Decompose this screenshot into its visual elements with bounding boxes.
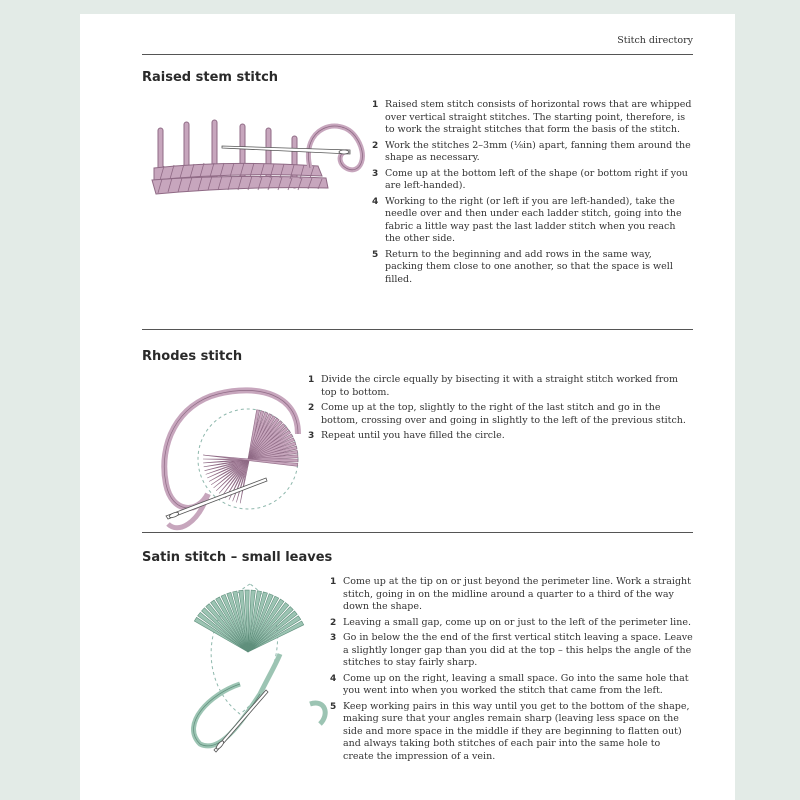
step: [372, 196, 692, 246]
step: [330, 632, 693, 670]
step-number: 1: [308, 375, 315, 385]
step-text: Come up at the top, slightly to the right of the last stitch and go in the bottom, crossing over and going in slightly to the left of the previous stitch.: [321, 402, 686, 426]
section-divider: [142, 532, 693, 533]
step-number: 2: [308, 403, 315, 413]
section-title-satin-leaves: Satin stitch – small leaves: [142, 550, 333, 565]
header-rule: [142, 54, 693, 55]
section-title-raised-stem: Raised stem stitch: [142, 70, 279, 85]
step: [372, 140, 692, 165]
step: [372, 99, 692, 137]
step-number: 4: [330, 673, 337, 684]
step: [308, 402, 693, 427]
step: [372, 249, 692, 287]
step: [330, 576, 693, 614]
rhodes-stitch-illustration: [148, 374, 318, 544]
step-text: Keep working pairs in this way until you get to the bottom of the shape, making sure that your angles remain sharp (leaving less space on the side and more space in the middle if they are beginning to flatten out) and always taking both stitches of each pair into the same hole to create the impression of a vein.: [343, 700, 690, 762]
step-number: 3: [372, 168, 379, 179]
step-number: 5: [372, 249, 379, 260]
step: [308, 430, 693, 443]
step-text: Come up at the tip on or just beyond the perimeter line. Work a straight stitch, going in on the midline around a quarter to a third of the way down the shape.: [343, 576, 691, 612]
step-text: Come up at the bottom left of the shape (or bottom right if you are left-handed).: [385, 167, 688, 191]
step: [330, 701, 693, 764]
step: [308, 374, 693, 399]
raised-stem-steps: [372, 99, 692, 289]
step: [372, 168, 692, 193]
raised-stem-stitch-illustration: [150, 106, 370, 206]
step-number: 5: [330, 701, 337, 712]
step-number: 1: [330, 577, 337, 587]
running-header: Stitch directory: [617, 35, 693, 46]
book-page: [80, 14, 735, 800]
step: [330, 617, 693, 630]
satin-stitch-leaf-illustration: [180, 574, 350, 754]
step: [330, 673, 693, 698]
step-text: Go in below the the end of the first vertical stitch leaving a space. Leave a slightly longer gap than you did at the top – this helps the angle of the stitches to stay fairly sharp.: [343, 632, 693, 668]
step-text: Come up on the right, leaving a small space. Go into the same hole that you went into when you worked the stitch that came from the left.: [343, 672, 689, 696]
step-number: 2: [330, 617, 337, 628]
step-text: Divide the circle equally by bisecting it with a straight stitch worked from top to bottom.: [321, 374, 679, 398]
step-text: Repeat until you have filled the circle.: [321, 430, 505, 441]
step-number: 4: [372, 196, 379, 207]
section-divider: [142, 329, 693, 330]
step-text: Working to the right (or left if you are left-handed), take the needle over and then under each ladder stitch, going into the fabric a little way past the last ladder stitch when you reach the other side.: [385, 195, 682, 244]
step-text: Return to the beginning and add rows in the same way, packing them close to one another, so that the space is well filled.: [385, 248, 673, 285]
step-number: 3: [308, 431, 315, 441]
step-text: Leaving a small gap, come up on or just to the left of the perimeter line.: [343, 616, 691, 628]
step-number: 3: [330, 633, 337, 643]
step-text: Raised stem stitch consists of horizontal rows that are whipped over vertical straight stitches. The starting point, therefore, is to work the straight stitches that form the basis of the stitch.: [385, 99, 692, 135]
step-text: Work the stitches 2–3mm (⅛in) apart, fanning them around the shape as necessary.: [385, 139, 691, 163]
rhodes-steps: [308, 374, 693, 446]
step-number: 1: [372, 100, 379, 110]
section-title-rhodes: Rhodes stitch: [142, 349, 243, 364]
satin-leaves-steps: [330, 576, 693, 766]
step-number: 2: [372, 140, 379, 151]
